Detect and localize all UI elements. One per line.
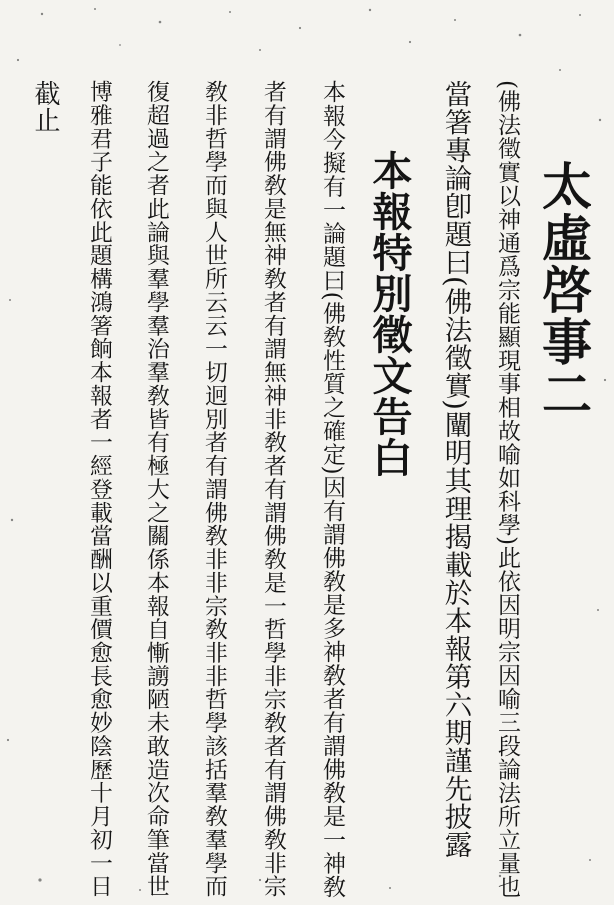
notice-line-1: (佛法徵實以神通爲宗能顯現事相故喻如科學)此依因明宗因喻三段論法所立量也: [494, 80, 521, 899]
notice-line-2: 當箸專論卽題曰(佛法徵實)闡明其理揭載於本報第六期謹先披露: [439, 80, 472, 859]
body-line-3: 敎非哲學而與人世所云云一切迥別者有謂佛敎非非宗敎非非哲學該括羣敎羣學而: [200, 80, 227, 898]
body-line-2: 者有謂佛敎是無神敎者有謂無神非敎者有謂佛敎是一哲學非宗敎者有謂佛敎非宗: [259, 80, 286, 898]
document-title: 太虛啓事二: [534, 160, 593, 420]
section-heading: 本報特別徵文告白: [366, 150, 413, 478]
body-line-4: 復超過之者此論與羣學羣治羣敎皆有極大之關係本報自慚謭陋未敢造次命筆當世: [142, 80, 169, 898]
body-line-1: 本報今擬有一論題曰(佛敎性質之確定)因有謂佛敎是多神敎者有謂佛敎是一神敎: [319, 80, 346, 899]
body-line-5: 博雅君子能依此題構鴻箸餉本報者一經登載當酬以重價愈長愈妙陰歷十月初一日: [85, 80, 112, 898]
body-line-6: 截止: [30, 80, 60, 133]
